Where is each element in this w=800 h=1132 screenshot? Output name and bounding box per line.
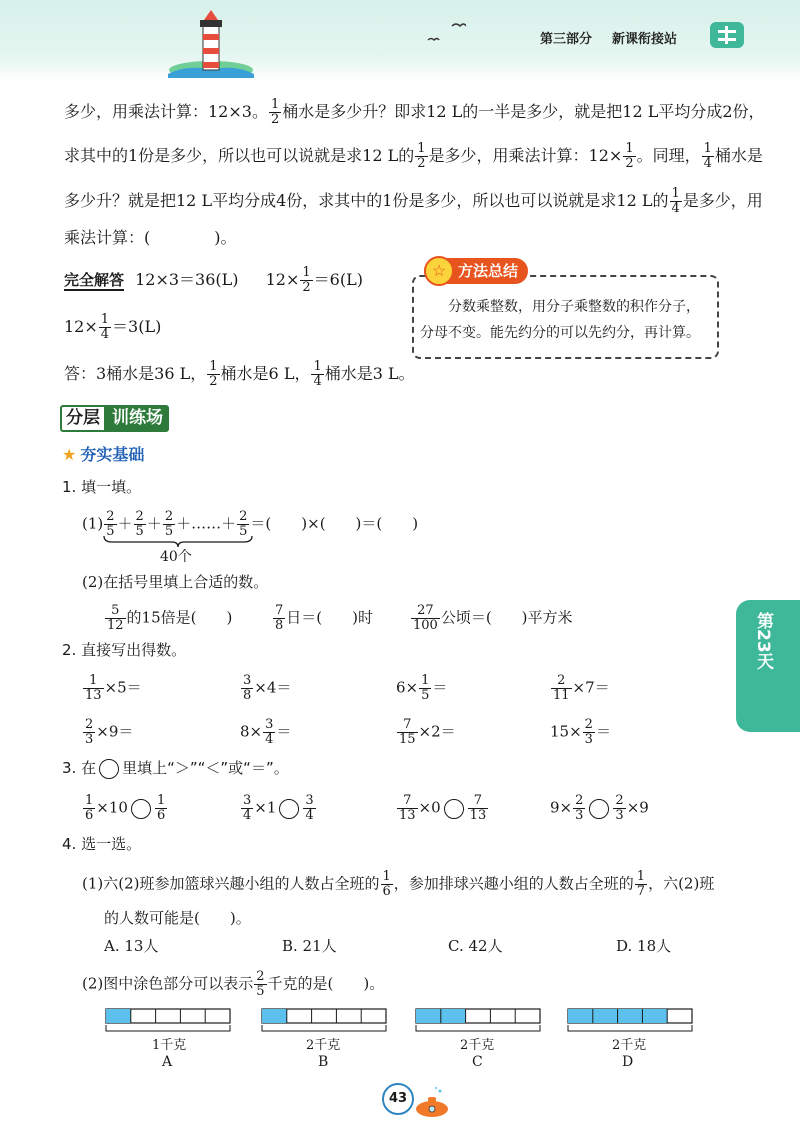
diagram-d-label: 2千克 — [612, 1038, 647, 1053]
question-3-title: 3. 在 里填上“＞”“＜”或“＝”。 — [62, 759, 289, 777]
brace-count-label: 40个 — [160, 549, 192, 565]
question-1-part-1: (1) $\frac{2}{5}$ ＋ $\frac{2}{5}$ ＋ $\frac{2}{5}$ ＋……＋ $\frac{2}{5}$ ＝( )×( )＝( ) — [82, 509, 419, 539]
answer-tag: 完全解答 — [64, 271, 125, 289]
lighthouse-icon — [168, 8, 254, 78]
compare-circle-input[interactable] — [589, 799, 609, 819]
section-title — [60, 405, 169, 432]
fraction: $\frac{2}{5}$ — [239, 509, 248, 539]
fraction: $\frac{3}{4}$ — [243, 793, 252, 823]
star-icon: ★ — [62, 445, 77, 464]
question-1-part-2-c: $\frac{27}{100}$ 公顷＝( )平方米 — [413, 603, 573, 633]
page-number: 43 — [382, 1083, 414, 1115]
sub-title: ★ 夯实基础 — [62, 445, 145, 464]
fraction: $\frac{2}{3}$ — [584, 717, 593, 747]
q3-item: $\frac{3}{4}$ ×1 $\frac{3}{4}$ — [243, 793, 314, 823]
fraction: $\frac{2}{5}$ — [256, 969, 265, 999]
submarine-icon — [410, 1085, 450, 1119]
question-4-part-2: (2)图中涂色部分可以表示 $\frac{2}{5}$ 千克的是( )。 — [82, 969, 385, 999]
q2-item: $\frac{3}{8}$ ×4＝ — [243, 673, 292, 703]
star-icon: ☆ — [424, 256, 454, 286]
fraction: $\frac{5}{12}$ — [107, 603, 124, 633]
header-title: 新课衔接站 — [612, 32, 678, 47]
q2-item: $\frac{2}{3}$ ×9＝ — [85, 717, 134, 747]
logo-icon — [706, 18, 748, 52]
intro-line-3: 多少升？就是把12 L平均分成4份，求其中的1份是多少，所以也可以说就是求12 L的 $\frac{1}{4}$ 是多少，用 — [64, 186, 763, 216]
diagram-a-label: 1千克 — [152, 1038, 187, 1053]
seagull-icon — [426, 20, 466, 46]
intro-line-1: 多少，用乘法计算：12×3。 $\frac{1}{2}$ 桶水是多少升？即求12 L的一半是多少，就是把12 L平均分成2份， — [64, 97, 765, 127]
intro-line-4: 乘法计算：( )。 — [64, 228, 237, 247]
fraction: $\frac{2}{5}$ — [106, 509, 115, 539]
fraction: $\frac{7}{8}$ — [275, 603, 284, 633]
fraction: $\frac{27}{100}$ — [413, 603, 438, 633]
question-1-part-2-b: $\frac{7}{8}$ 日＝( )时 — [275, 603, 373, 633]
fraction: $\frac{1}{5}$ — [421, 673, 430, 703]
header-section-label: 第三部分 — [540, 32, 593, 47]
fraction: $\frac{3}{8}$ — [243, 673, 252, 703]
q2-item: $\frac{2}{11}$ ×7＝ — [553, 673, 610, 703]
fraction: $\frac{1}{7}$ — [636, 869, 646, 899]
fraction: $\frac{1}{2}$ — [417, 141, 426, 171]
fraction: $\frac{1}{2}$ — [302, 265, 311, 295]
question-4-part-1: (1)六(2)班参加篮球兴趣小组的人数占全班的 $\frac{1}{6}$ ，参加排球兴趣小组的人数占全班的 $\frac{1}{7}$ ，六(2)班 — [82, 869, 715, 899]
answer-line-1: 完全解答 12×3＝36(L) 12× $\frac{1}{2}$ ＝6(L) — [64, 265, 363, 295]
fraction: $\frac{1}{2}$ — [270, 97, 280, 127]
q2-item: $\frac{1}{13}$ ×5＝ — [85, 673, 142, 703]
fraction: $\frac{2}{3}$ — [615, 793, 624, 823]
circle-blank-icon — [99, 759, 119, 779]
fraction: $\frac{7}{15}$ — [399, 717, 416, 747]
option-a[interactable]: A. 13人 — [104, 937, 159, 955]
fraction: $\frac{1}{2}$ — [625, 141, 634, 171]
diagram-d-letter: D — [622, 1054, 634, 1070]
section-title-right: 训练场 — [106, 405, 169, 432]
fraction: $\frac{3}{4}$ — [305, 793, 314, 823]
fraction: $\frac{2}{3}$ — [85, 717, 94, 747]
q2-item: 8× $\frac{3}{4}$ ＝ — [240, 717, 292, 747]
fraction: $\frac{1}{4}$ — [671, 186, 680, 216]
fraction: $\frac{7}{13}$ — [399, 793, 416, 823]
fraction: $\frac{1}{4}$ — [100, 312, 110, 342]
q2-item: 6× $\frac{1}{5}$ ＝ — [396, 673, 448, 703]
option-d[interactable]: D. 18人 — [616, 937, 672, 955]
fraction: $\frac{1}{6}$ — [382, 869, 391, 899]
fraction: $\frac{1}{4}$ — [703, 141, 712, 171]
question-4-title: 4. 选一选。 — [62, 835, 142, 853]
intro-line-2: 求其中的1份是多少，所以也可以说就是求12 L的 $\frac{1}{2}$ 是多少，用乘法计算：12× $\frac{1}{2}$ 。同理， $\frac{1}{4}$ 桶水是 — [64, 141, 763, 171]
method-text-line-2: 分母不变。能先约分的可以先约分，再计算。 — [420, 325, 700, 341]
fraction: $\frac{1}{13}$ — [85, 673, 102, 703]
page-header — [0, 0, 800, 82]
fraction: $\frac{2}{5}$ — [135, 509, 144, 539]
q2-item: 15× $\frac{2}{3}$ ＝ — [550, 717, 611, 747]
section-title-left: 分层 — [60, 405, 106, 432]
diagram-a-letter: A — [162, 1054, 173, 1070]
bar-diagram-d[interactable] — [566, 1005, 694, 1035]
diagram-c-label: 2千克 — [460, 1038, 495, 1053]
compare-circle-input[interactable] — [131, 799, 151, 819]
fraction: $\frac{2}{5}$ — [164, 509, 174, 539]
method-summary-title: 方法总结 — [424, 258, 528, 284]
q3-item: 9× $\frac{2}{3}$ $\frac{2}{3}$ ×9 — [550, 793, 649, 823]
compare-circle-input[interactable] — [279, 799, 299, 819]
question-4-part-1-line-2: 的人数可能是( )。 — [104, 909, 251, 927]
bar-diagram-c[interactable] — [414, 1005, 542, 1035]
bar-diagram-b[interactable] — [260, 1005, 388, 1035]
bar-diagram-a[interactable] — [104, 1005, 232, 1035]
fraction: $\frac{3}{4}$ — [265, 717, 274, 747]
fraction: $\frac{7}{13}$ — [469, 793, 487, 823]
day-side-tab-label: 第23天 — [753, 612, 773, 670]
question-2-title: 2. 直接写出得数。 — [62, 641, 187, 659]
q2-item: $\frac{7}{15}$ ×2＝ — [399, 717, 456, 747]
fraction: $\frac{1}{6}$ — [156, 793, 166, 823]
diagram-b-label: 2千克 — [306, 1038, 341, 1053]
diagram-c-letter: C — [472, 1054, 483, 1070]
brace-icon — [102, 534, 254, 548]
diagram-b-letter: B — [318, 1054, 329, 1070]
answer-line-2: 12× $\frac{1}{4}$ ＝3(L) — [64, 312, 162, 342]
fraction: $\frac{1}{6}$ — [85, 793, 94, 823]
fraction: $\frac{1}{4}$ — [313, 359, 322, 389]
option-b[interactable]: B. 21人 — [282, 937, 337, 955]
option-c[interactable]: C. 42人 — [448, 937, 503, 955]
q3-item: $\frac{7}{13}$ ×0 $\frac{7}{13}$ — [399, 793, 487, 823]
answer-final: 答：3桶水是36 L， $\frac{1}{2}$ 桶水是6 L， $\frac{1}{4}$ 桶水是3 L。 — [64, 359, 415, 389]
fraction: $\frac{2}{3}$ — [575, 793, 584, 823]
method-text-line-1: 分数乘整数，用分子乘整数的积作分子， — [420, 299, 700, 315]
compare-circle-input[interactable] — [444, 799, 464, 819]
q3-item: $\frac{1}{6}$ ×10 $\frac{1}{6}$ — [85, 793, 166, 823]
question-1-title: 1. 填一填。 — [62, 478, 142, 496]
fraction: $\frac{1}{2}$ — [209, 359, 218, 389]
fraction: $\frac{2}{11}$ — [553, 673, 570, 703]
question-1-part-2-title: (2)在括号里填上合适的数。 — [82, 573, 269, 591]
question-1-part-2-a: $\frac{5}{12}$ 的15倍是( ) — [107, 603, 233, 633]
